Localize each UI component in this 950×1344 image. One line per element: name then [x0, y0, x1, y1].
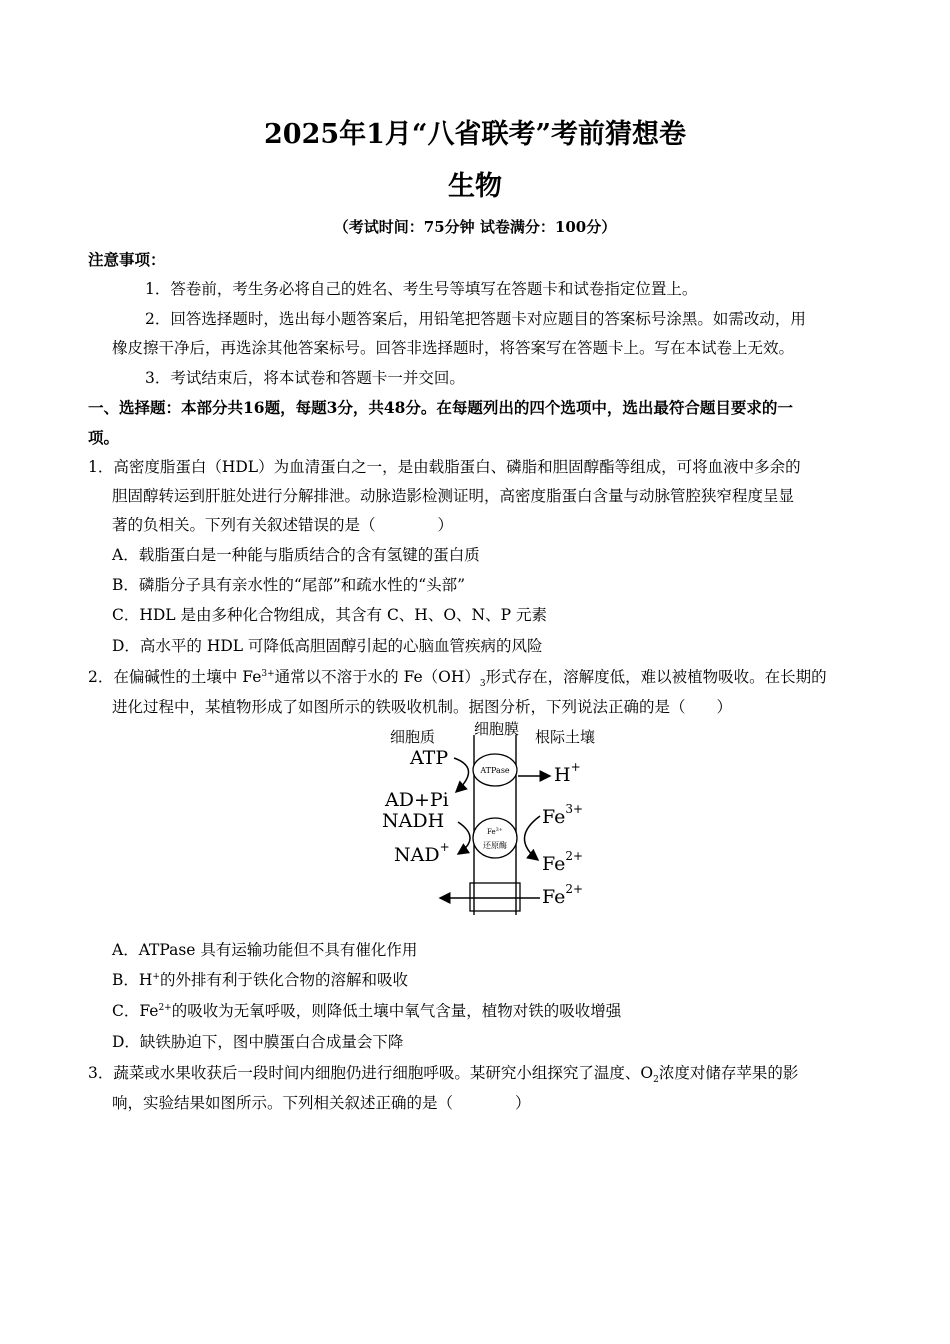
nadh-arrow — [458, 822, 470, 854]
q2-option-a: A．ATPase 具有运输功能但不具有催化作用 — [112, 941, 418, 959]
q2-option-d: D．缺铁胁迫下，图中膜蛋白合成量会下降 — [112, 1033, 404, 1051]
exam-title: 2025年1月“八省联考”考前猜想卷 — [264, 119, 686, 150]
h-label: H+ — [554, 760, 581, 786]
fe2-label-upper: $Fe^{2+}$ — [542, 849, 584, 875]
label-soil: 根际土壤 — [535, 728, 596, 746]
adp-label: AD+Pi — [385, 789, 449, 811]
section-1-line-1: 一、选择题：本部分共16题，每题3分，共48分。在每题列出的四个选项中，选出最符合题目要求的一 — [88, 398, 793, 417]
q1-option-a: A．载脂蛋白是一种能与脂质结合的含有氢键的蛋白质 — [112, 546, 480, 564]
q1-stem-line-3: 著的负相关。下列有关叙述错误的是（ ） — [112, 516, 454, 534]
atpase-label: ATPase — [480, 766, 510, 775]
notes-item-2-line-1: 2．回答选择题时，选出每小题答案后，用铅笔把答题卡对应题目的答案标号涂黑。如需改动，用 — [145, 310, 806, 328]
q2-option-c: C．$Fe^{2+}$的吸收为无氧呼吸，则降低土壤中氧气含量，植物对铁的吸收增强 — [112, 1002, 622, 1020]
fe3-reductase-protein — [473, 818, 517, 858]
label-cytoplasm: 细胞质 — [390, 728, 436, 746]
label-membrane: 细胞膜 — [474, 720, 520, 738]
nadh-label: NADH — [382, 810, 445, 832]
nad-label: NAD+ — [394, 840, 450, 866]
fe3-label: $Fe^{3+}$ — [542, 802, 584, 828]
reductase-label-top: $Fe^{3+}$ — [487, 827, 503, 836]
notes-item-3: 3．考试结束后，将本试卷和答题卡一并交回。 — [145, 369, 465, 387]
q1-stem-line-1: 1．高密度脂蛋白（HDL）为血清蛋白之一，是由载脂蛋白、磷脂和胆固醇酯等组成，可将血液中多余的 — [88, 458, 801, 476]
atp-label: ATP — [410, 747, 449, 769]
notes-heading: 注意事项： — [88, 250, 166, 269]
q1-stem-line-2: 胆固醇转运到肝脏处进行分解排泄。动脉造影检测证明，高密度脂蛋白含量与动脉管腔狭窄程度呈显 — [112, 487, 795, 505]
exam-meta: （考试时间：75分钟 试卷满分：100分） — [333, 218, 617, 236]
notes-item-1: 1．答卷前，考生务必将自己的姓名、考生号等填写在答题卡和试卷指定位置上。 — [145, 280, 698, 298]
fe2-label-lower: $Fe^{2+}$ — [542, 882, 584, 908]
q1-option-b: B．磷脂分子具有亲水性的“尾部”和疏水性的“头部” — [112, 576, 466, 594]
reductase-label-bottom: 还原酶 — [483, 841, 507, 850]
fe3-reduction-arrow — [524, 816, 540, 860]
section-1-line-2: 项。 — [88, 428, 120, 447]
q2-stem-line-2: 进化过程中，某植物形成了如图所示的铁吸收机制。据图分析，下列说法正确的是（ ） — [112, 698, 733, 716]
notes-item-2-line-2: 橡皮擦干净后，再选涂其他答案标号。回答非选择题时，将答案写在答题卡上。写在本试卷上无效。 — [112, 339, 795, 357]
q1-option-c: C．HDL 是由多种化合物组成，其含有 C、H、O、N、P 元素 — [112, 606, 547, 624]
iron-absorption-diagram — [370, 720, 630, 920]
q3-stem-line-1: 3．蔬菜或水果收获后一段时间内细胞仍进行细胞呼吸。某研究小组探究了温度、$O_2$浓度对储存苹果的影 — [88, 1064, 799, 1086]
fe2-transporter — [470, 883, 520, 911]
q2-option-b: B．H+的外排有利于铁化合物的溶解和吸收 — [112, 971, 408, 989]
atp-arrow — [454, 758, 469, 792]
q1-option-d: D．高水平的 HDL 可降低高胆固醇引起的心脑血管疾病的风险 — [112, 637, 543, 655]
exam-subject: 生物 — [448, 171, 502, 202]
q3-stem-line-2: 响，实验结果如图所示。下列相关叙述正确的是（ ） — [112, 1094, 531, 1112]
q2-stem-line-1: 2．在偏碱性的土壤中 $Fe^{3+}$通常以不溶于水的 $Fe(OH)_3$形式存在，溶解度低，难以被植物吸收。在长期的 — [88, 668, 827, 690]
